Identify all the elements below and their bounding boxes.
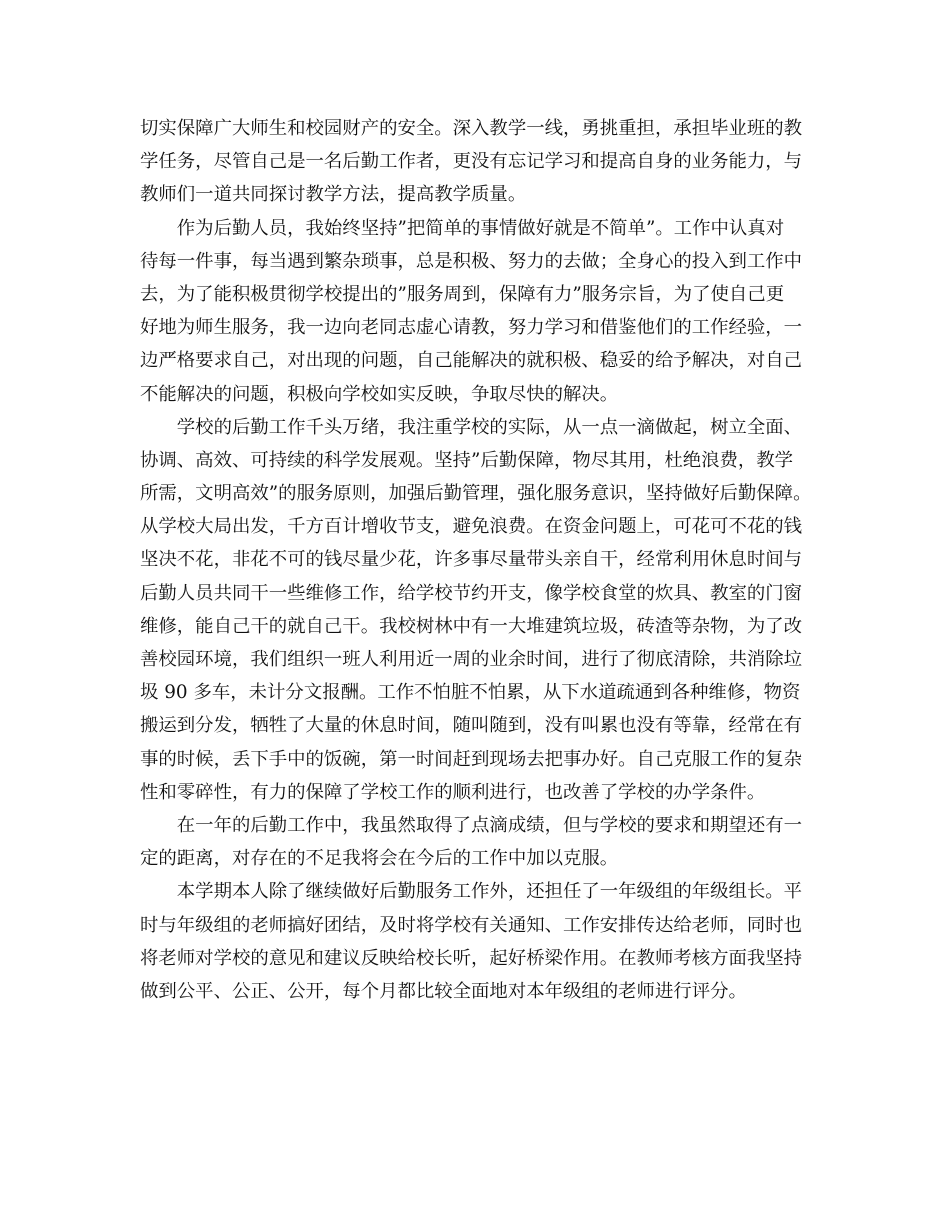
text-line: 不能解决的问题，积极向学校如实反映，争取尽快的解决。 — [140, 383, 619, 405]
text-line: 事的时候，丢下手中的饭碗，第一时间赶到现场去把事办好。自己克服工作的复杂 — [140, 748, 803, 770]
text-line: 维修，能自己干的就自己干。我校树林中有一大堆建筑垃圾，砖渣等杂物，为了改 — [140, 615, 803, 637]
text-line: 在一年的后勤工作中，我虽然取得了点滴成绩，但与学校的要求和期望还有一 — [140, 814, 803, 836]
text-line: 善校园环境，我们组织一班人利用近一周的业余时间，进行了彻底清除，共消除垃 — [140, 649, 803, 670]
text-line: 作为后勤人员，我始终坚持”把简单的事情做好就是不简单”。工作中认真对 — [140, 217, 785, 239]
text-line: 将老师对学校的意见和建议反映给校长听，起好桥梁作用。在教师考核方面我坚持 — [140, 947, 803, 969]
text-line: 去，为了能积极贯彻学校提出的”服务周到，保障有力”服务宗旨，为了使自己更 — [140, 283, 785, 305]
text-line: 学校的后勤工作千头万绪，我注重学校的实际，从一点一滴做起，树立全面、 — [140, 416, 803, 438]
text-line: 学任务，尽管自己是一名后勤工作者，更没有忘记学习和提高自身的业务能力，与 — [140, 151, 803, 173]
text-line: 本学期本人除了继续做好后勤服务工作外，还担任了一年级组的年级组长。平 — [140, 881, 803, 903]
text-line: 搬运到分发，牺牲了大量的休息时间，随叫随到，没有叫累也没有等靠，经常在有 — [140, 715, 803, 737]
text-line: 教师们一道共同探讨教学方法，提高教学质量。 — [140, 184, 527, 206]
text-line: 定的距离，对存在的不足我将会在今后的工作中加以克服。 — [140, 848, 619, 870]
text-line: 坚决不花，非花不可的钱尽量少花，许多事尽量带头亲自干，经常利用休息时间与 — [140, 549, 803, 571]
text-line: 协调、高效、可持续的科学发展观。坚持”后勤保障，物尽其用，杜绝浪费，教学 — [140, 449, 794, 471]
text-line: 时与年级组的老师搞好团结，及时将学校有关通知、工作安排传达给老师，同时也 — [140, 914, 803, 936]
text-line: 做到公平、公正、公开，每个月都比较全面地对本年级组的老师进行评分。 — [140, 980, 747, 1002]
text-line: 性和零碎性，有力的保障了学校工作的顺利进行，也改善了学校的办学条件。 — [140, 781, 766, 803]
text-line: 待每一件事，每当遇到繁杂琐事，总是积极、努力的去做；全身心的投入到工作中 — [140, 250, 803, 272]
document-body — [140, 112, 812, 1008]
text-line: 圾 90 多车，未计分文报酬。工作不怕脏不怕累，从下水道疏通到各种维修，物资 — [140, 682, 801, 704]
text-line: 所需，文明高效”的服务原则，加强后勤管理，强化服务意识，坚持做好后勤保障。 — [140, 483, 812, 505]
text-line: 从学校大局出发，千方百计增收节支，避免浪费。在资金问题上，可花可不花的钱 — [140, 516, 803, 538]
text-line: 边严格要求自己，对出现的问题，自己能解决的就积极、稳妥的给予解决，对自己 — [140, 350, 803, 372]
text-line: 后勤人员共同干一些维修工作，给学校节约开支，像学校食堂的炊具、教室的门窗 — [140, 582, 803, 604]
text-line: 好地为师生服务，我一边向老同志虚心请教，努力学习和借鉴他们的工作经验，一 — [140, 317, 803, 339]
text-line: 切实保障广大师生和校园财产的安全。深入教学一线，勇挑重担，承担毕业班的教 — [140, 118, 803, 139]
